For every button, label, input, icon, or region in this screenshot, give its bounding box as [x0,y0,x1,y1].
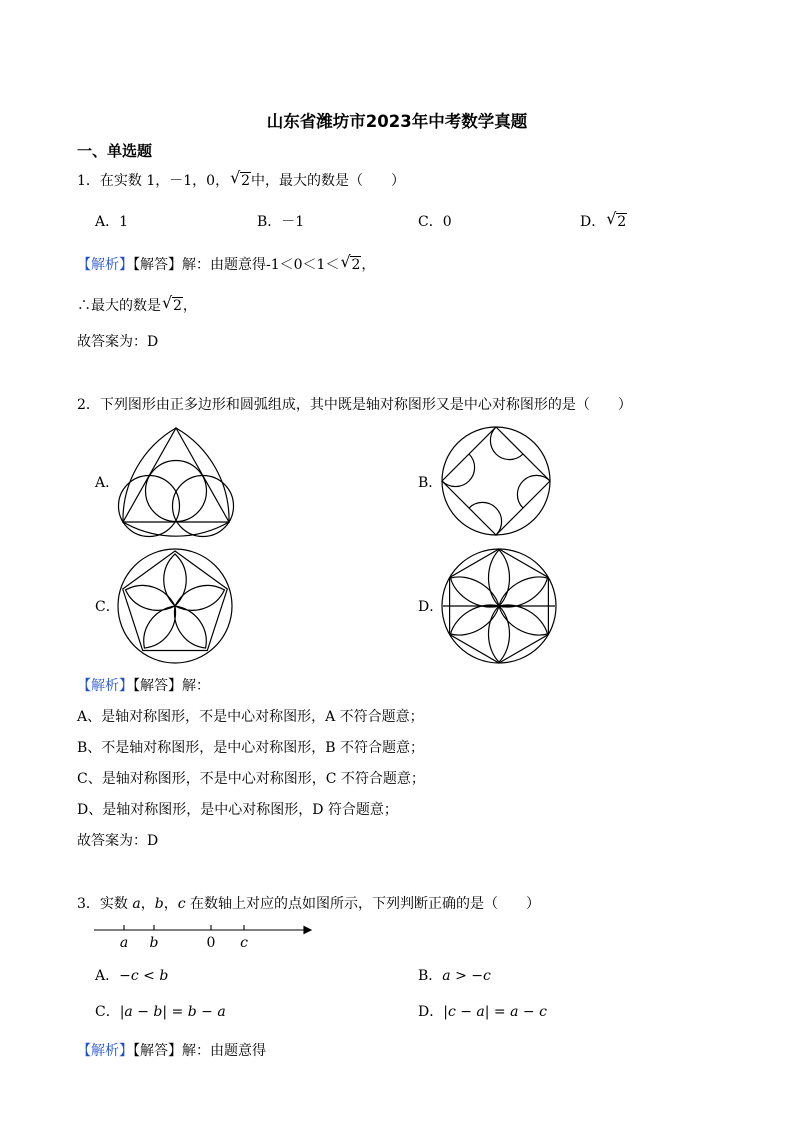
figure-b-circle-square [440,425,552,537]
q1-number: 1． [77,173,100,189]
q1-solution-line2: ∴最大的数是 √ 2， [77,293,197,314]
analysis-tag: 【解析】 [77,678,133,694]
axis-label-c: c [240,935,248,951]
q2-option-c-label: C． [95,599,120,615]
q3-solution: 【解析】【解答】解：由题意得 [77,1043,266,1059]
q3-option-b: B．a > −c [418,968,491,984]
q2-answer: 故答案为：D [77,833,159,849]
solution-tag: 【解答】 [133,1043,182,1059]
figure-a-reuleaux-triangle [115,425,240,535]
q3-option-c: C．|a − b| = b − a [95,1004,226,1020]
q3-option-a: A．−c < b [95,968,169,984]
figure-d-circle-hexagon-flower [441,548,557,664]
axis-label-b: b [149,935,159,951]
q3-stem: 3．实数 a，b，c 在数轴上对应的点如图所示，下列判断正确的是（ ） [77,896,540,912]
q1-solution-line1: 【解析】【解答】解：由题意得-1＜0＜1＜ √ 2， [77,252,376,273]
q1-stem [77,168,406,190]
analysis-tag: 【解析】 [77,1043,133,1059]
axis-label-a: a [119,935,129,951]
q2-solution-head: 【解析】【解答】解： [77,678,210,694]
q1-option-d: D． √ 2 [580,209,627,230]
sqrt-symbol: √ 2 [340,252,361,273]
figure-c-circle-pentagon-flower [117,548,233,664]
q2-option-b-label: B． [418,475,443,491]
page-title: 山东省潍坊市2023年中考数学真题 [266,112,528,131]
q2-option-a-label: A． [95,475,120,491]
solution-tag: 【解答】 [133,257,182,273]
q1-option-c: C．0 [418,214,452,230]
q2-solution-line-c: C、是轴对称图形，不是中心对称图形，C 不符合题意； [77,771,425,787]
axis-label-zero: 0 [206,935,216,951]
sqrt-symbol: √ 2 [230,168,251,189]
q2-solution-line-d: D、是轴对称图形，是中心对称图形，D 符合题意； [77,802,398,818]
q1-option-a: A．1 [95,214,129,230]
q3-option-d: D．|c − a| = a − c [418,1004,547,1020]
q2-option-d-label: D． [418,599,444,615]
solution-tag: 【解答】 [133,678,182,694]
sqrt-symbol: √ 2 [162,293,182,314]
q2-solution-line-b: B、不是轴对称图形，是中心对称图形，B 不符合题意； [77,740,425,756]
analysis-tag: 【解析】 [77,257,133,273]
q1-option-b: B．－1 [257,214,305,230]
sqrt-symbol: √ 2 [606,209,627,230]
number-line-figure [90,920,315,952]
q1-answer: 故答案为：D [77,334,159,350]
q1-stem-post: 中，最大的数是（ ） [251,173,406,189]
q2-solution-line-a: A、是轴对称图形，不是中心对称图形，A 不符合题意； [77,709,424,725]
section-heading: 一、单选题 [77,142,153,160]
q1-stem-pre: 在实数 1，－1，0， [99,173,230,189]
q2-stem: 2．下列图形由正多边形和圆弧组成，其中既是轴对称图形又是中心对称图形的是（ ） [77,397,632,413]
